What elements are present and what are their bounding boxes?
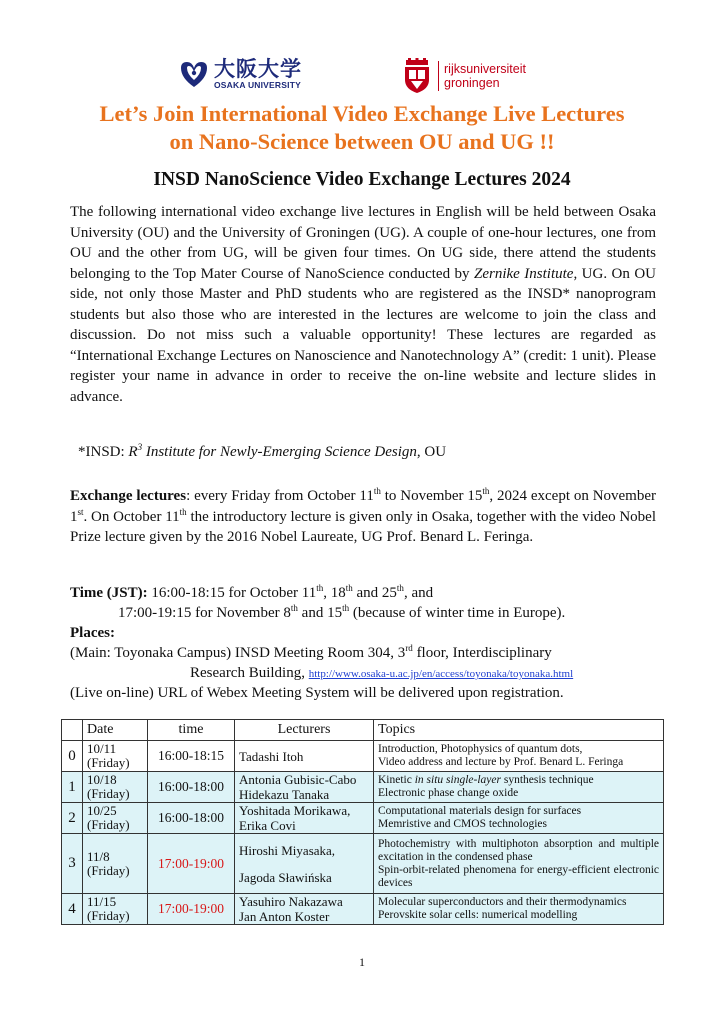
zernike-institute-name: Zernike Institute <box>474 265 574 282</box>
insd-note-r: R <box>128 444 138 460</box>
table-row <box>62 772 664 803</box>
exchange-text-1: : every Friday from October 11 <box>186 488 374 504</box>
row-topic-2: Perovskite solar cells: numerical modelling <box>378 909 578 921</box>
row-topic-2: Memristive and CMOS technologies <box>378 818 547 830</box>
place-building-line <box>190 663 573 684</box>
exchange-text-4: . On October 11 <box>83 508 180 525</box>
row-lecturer-1: Yasuhiro Nakazawa <box>239 894 343 909</box>
row-lecturer-1: Tadashi Itoh <box>239 748 304 764</box>
row-time: 16:00-18:00 <box>148 803 235 834</box>
exchange-th-2: th <box>482 486 490 496</box>
title-line-1: Let’s Join International Video Exchange Live Lectures <box>99 101 625 126</box>
time-l1b: , 18 <box>323 585 346 601</box>
row-topic-1a: Kinetic <box>378 774 415 786</box>
place-main-a: (Main: Toyonaka Campus) INSD Meeting Room 304, 3 <box>70 645 406 661</box>
row-topics <box>374 834 664 894</box>
row-topic-1c: synthesis technique <box>500 774 594 786</box>
insd-note-superscript: 3 <box>137 442 143 452</box>
time-l1a: 16:00-18:15 for October 11 <box>147 585 317 601</box>
row-lecturers <box>235 803 374 834</box>
insd-institute-name: Institute for Newly-Emerging Science Design <box>142 444 417 460</box>
insd-note-suffix: , OU <box>416 444 447 460</box>
header-time: time <box>148 720 235 741</box>
row-lecturer-2: Erika Covi <box>239 818 296 833</box>
row-date-weekday: (Friday) <box>87 817 130 832</box>
row-time: 16:00-18:15 <box>148 741 235 772</box>
row-number: 0 <box>62 741 83 772</box>
place-online-line: (Live on-line) URL of Webex Meeting System will be delivered upon registration. <box>70 685 564 701</box>
row-topic-1: Photochemistry with multiphoton absorption and multiple excitation in the condensed phase <box>378 837 659 863</box>
time-th-5: th <box>342 603 350 613</box>
header-num <box>62 720 83 741</box>
row-topics <box>374 772 664 803</box>
time-line-2 <box>118 603 565 623</box>
table-row <box>62 834 664 894</box>
place-rd: rd <box>405 643 413 653</box>
place-building: Research Building, <box>190 665 309 681</box>
row-number: 3 <box>62 834 83 894</box>
row-date <box>83 772 148 803</box>
row-topic-2: Electronic phase change oxide <box>378 787 519 799</box>
lecture-schedule-table <box>61 719 664 925</box>
row-topics <box>374 741 664 772</box>
time-l2a: 17:00-19:15 for November 8 <box>118 605 291 621</box>
row-lecturer-1: Hiroshi Miyasaka, <box>239 842 336 858</box>
row-lecturer-1: Antonia Gubisic-Cabo <box>239 772 357 787</box>
row-topic-2: Video address and lecture by Prof. Benard L. Feringa <box>378 756 624 768</box>
row-lecturers <box>235 834 374 894</box>
page-title <box>40 100 684 156</box>
row-lecturers <box>235 772 374 803</box>
time-line-1 <box>70 583 433 603</box>
row-date-day: 10/25 <box>87 803 117 818</box>
row-time: 17:00-19:00 <box>148 894 235 925</box>
exchange-lectures-label: Exchange lectures <box>70 488 187 504</box>
row-number: 4 <box>62 894 83 925</box>
row-lecturer-1: Yoshitada Morikawa, <box>239 803 351 818</box>
time-th-2: th <box>345 583 353 593</box>
row-date-weekday: (Friday) <box>87 908 130 923</box>
time-th-4: th <box>290 603 298 613</box>
exchange-text-5: the introductory lecture is given only in Osaka, together with the video Nobel Prize lecture given by the 2016 Nobel Laureate, UG Prof. Benard L. Feringa. <box>70 508 656 545</box>
intro-paragraph <box>70 202 656 407</box>
row-topic-1: Computational materials design for surfaces <box>378 805 582 817</box>
toyonaka-access-link[interactable]: http://www.osaka-u.ac.jp/en/access/toyonaka/toyonaka.html <box>308 668 574 680</box>
time-l1d: , and <box>403 585 434 601</box>
row-date-weekday: (Friday) <box>87 755 130 770</box>
groningen-name-line1: rijksuniversiteit <box>444 62 526 76</box>
exchange-th-3: th <box>179 506 187 517</box>
groningen-logo-divider <box>438 61 439 91</box>
row-topics <box>374 894 664 925</box>
page-subtitle: INSD NanoScience Video Exchange Lectures 2024 <box>153 169 571 190</box>
exchange-th-1: th <box>373 486 381 496</box>
exchange-text-2: to November 15 <box>380 488 483 504</box>
table-header-row <box>62 720 664 741</box>
time-l1c: and 25 <box>352 585 397 601</box>
place-main-line <box>70 643 552 663</box>
place-main-b: floor, Interdisciplinary <box>412 645 552 661</box>
insd-note-prefix: *INSD: <box>78 444 129 460</box>
row-date-day: 11/8 <box>87 848 110 864</box>
row-date-day: 10/11 <box>87 741 117 756</box>
osaka-university-emblem-icon <box>178 58 210 90</box>
row-date-weekday: (Friday) <box>87 786 130 801</box>
row-topic-1: Introduction, Photophysics of quantum dots, <box>378 743 583 755</box>
row-date <box>83 803 148 834</box>
title-line-2: on Nano-Science between OU and UG !! <box>169 129 555 154</box>
table-row <box>62 894 664 925</box>
row-lecturer-2: Hidekazu Tanaka <box>239 787 330 802</box>
row-number: 1 <box>62 772 83 803</box>
places-heading: Places: <box>70 625 115 641</box>
logo-bar <box>0 56 724 96</box>
row-lecturer-2: Jan Anton Koster <box>239 909 330 924</box>
row-time: 16:00-18:00 <box>148 772 235 803</box>
row-lecturers <box>235 894 374 925</box>
time-l2b: and 15 <box>297 605 343 621</box>
header-date: Date <box>83 720 148 741</box>
intro-text-part2: , UG. On OU side, not only those Master and PhD students who are registered as the INSD* nanoprogram students but also those who are interested in the lectures are welcome to join the class and discussion. Do not miss such a valuable opportunity! These lectures are regarded as “International Exchange Lectures on Nanoscience and Nanotechnology A” (credit: 1 unit). Please register your name in advance in order to receive the on-line website and lecture slides in advance. <box>70 265 656 405</box>
row-time: 17:00-19:00 <box>148 834 235 894</box>
groningen-university-logo <box>402 56 526 96</box>
row-date <box>83 741 148 772</box>
osaka-university-logo <box>178 56 302 92</box>
header-lecturers: Lecturers <box>235 720 374 741</box>
row-date-day: 11/15 <box>87 894 117 909</box>
header-topics: Topics <box>374 720 664 741</box>
insd-footnote <box>78 442 446 462</box>
table-row <box>62 803 664 834</box>
osaka-university-english-name: OSAKA UNIVERSITY <box>214 80 301 90</box>
intro-text-part1: The following international video exchange live lectures in English will be held between Osaka University (OU) and the University of Groningen (UG). A couple of one-hour lectures, one from OU and the other from UG, will be given four times. On UG side, there attend the students belonging to the Top Mater Course of NanoScience conducted by <box>70 204 656 282</box>
time-label: Time (JST): <box>70 585 148 601</box>
exchange-lectures-paragraph <box>70 486 656 548</box>
groningen-name-line2: groningen <box>444 76 500 90</box>
row-topic-1b: in situ single-layer <box>414 774 501 786</box>
row-date-day: 10/18 <box>87 772 117 787</box>
row-topic-1: Molecular superconductors and their thermodynamics <box>378 896 627 908</box>
row-topic-2: Spin-orbit-related phenomena for energy-efficient electronic devices <box>378 863 659 889</box>
exchange-text-3: , 2024 except on November 1 <box>70 488 657 525</box>
row-date-weekday: (Friday) <box>87 862 130 878</box>
time-th-1: th <box>316 583 324 593</box>
row-date <box>83 834 148 894</box>
time-l2c: (because of winter time in Europe). <box>349 605 566 621</box>
osaka-university-japanese-name: 大阪大学 <box>214 57 302 81</box>
row-lecturer-2: Jagoda Sławińska <box>239 869 332 885</box>
exchange-st: st <box>77 506 84 517</box>
row-number: 2 <box>62 803 83 834</box>
groningen-crest-icon <box>402 58 432 94</box>
row-lecturers <box>235 741 374 772</box>
page-number: 1 <box>359 955 365 969</box>
row-topics <box>374 803 664 834</box>
row-date <box>83 894 148 925</box>
table-row <box>62 741 664 772</box>
time-th-3: th <box>396 583 404 593</box>
